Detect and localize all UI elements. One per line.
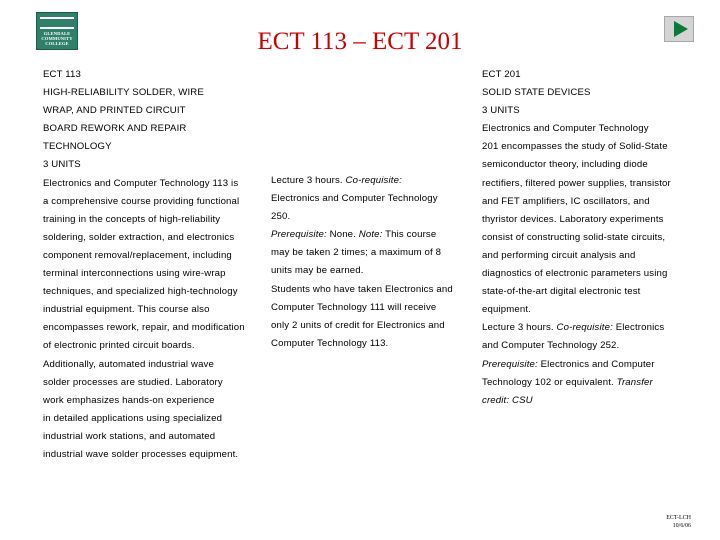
text-line: Computer Technology 113.: [271, 337, 389, 349]
text-line: Electronics and Computer Technology: [482, 123, 649, 135]
text-line: industrial equipment. This course also: [43, 304, 210, 316]
text-line: and performing circuit analysis and: [482, 249, 636, 261]
text-line: [271, 172, 453, 190]
text-line: training in the concepts of high-reliability: [43, 213, 221, 225]
text-line: [482, 319, 671, 337]
text-run: Technology 102 or equivalent.: [482, 376, 617, 388]
text-line: [482, 392, 671, 410]
text-line: [271, 226, 453, 244]
text-line: soldering, solder extraction, and electronics: [43, 231, 235, 243]
text-line: 250.: [271, 211, 291, 223]
text-line: units may be earned.: [271, 265, 364, 277]
ect201-column: [482, 66, 671, 410]
emphasis-run: Co-requisite:: [345, 175, 402, 186]
text-line: state-of-the-art digital electronic test: [482, 286, 641, 298]
text-line: WRAP, AND PRINTED CIRCUIT: [43, 105, 186, 117]
text-line: only 2 units of credit for Electronics and: [271, 319, 445, 331]
text-run: This course: [382, 229, 437, 241]
text-line: 3 UNITS: [43, 159, 81, 171]
footer-code: ECT-LCH: [666, 515, 691, 521]
text-line: and Computer Technology 252.: [482, 340, 620, 352]
slide-footer: [666, 514, 691, 530]
text-line: ECT 201: [482, 69, 521, 80]
text-line: solder processes are studied. Laboratory: [43, 376, 223, 388]
text-run: Lecture 3 hours.: [271, 175, 346, 186]
text-line: semiconductor theory, including diode: [482, 159, 648, 171]
text-line: Electronics and Computer Technology 113 is: [43, 177, 239, 189]
requisites-column: [271, 172, 453, 353]
text-line: of electronic printed circuit boards.: [43, 340, 195, 352]
text-line: Electronics and Computer Technology: [271, 193, 438, 205]
text-line: Additionally, automated industrial wave: [43, 358, 214, 370]
text-run: Electronics and Computer: [537, 358, 655, 370]
text-line: industrial work stations, and automated: [43, 430, 216, 442]
text-line: terminal interconnections using wire-wrap: [43, 268, 226, 280]
text-run: None.: [326, 229, 359, 241]
ect113-column: [43, 66, 245, 464]
logo-line: COLLEGE: [45, 41, 69, 46]
text-line: [482, 356, 671, 374]
text-line: TECHNOLOGY: [43, 141, 112, 153]
text-line: consist of constructing solid-state circuits,: [482, 231, 666, 243]
text-line: thyristor devices. Laboratory experiments: [482, 213, 664, 225]
text-line: industrial wave solder processes equipment.: [43, 448, 239, 460]
ect201-description: [482, 66, 671, 319]
text-line: work emphasizes hands-on experience: [43, 394, 215, 406]
text-run: Lecture 3 hours.: [482, 322, 557, 334]
text-line: and FET amplifiers, IC oscillators, and: [482, 195, 650, 207]
text-line: in detailed applications using specialized: [43, 412, 223, 424]
text-line: techniques, and specialized high-technology: [43, 286, 238, 298]
emphasis-run: Note:: [358, 229, 383, 241]
emphasis-run: credit: CSU: [482, 394, 533, 406]
text-line: ECT 113: [43, 69, 82, 80]
text-run: Electronics: [612, 322, 665, 334]
text-line: 3 UNITS: [482, 105, 520, 117]
play-next-icon[interactable]: [664, 16, 694, 42]
text-line: rectifiers, filtered power supplies, transistor: [482, 177, 671, 189]
logo-line: GLENDALE: [43, 31, 71, 36]
emphasis-run: Prerequisite:: [482, 358, 538, 370]
text-line: [482, 374, 671, 392]
text-line: HIGH-RELIABILITY SOLDER, WIRE: [43, 87, 204, 99]
text-line: component removal/replacement, including: [43, 249, 232, 261]
text-line: Students who have taken Electronics and: [271, 283, 453, 295]
text-line: encompasses rework, repair, and modification: [43, 322, 245, 334]
text-line: SOLID STATE DEVICES: [482, 87, 591, 99]
text-line: 201 encompasses the study of Solid-State: [482, 141, 668, 153]
text-line: equipment.: [482, 304, 531, 316]
emphasis-run: Prerequisite:: [271, 229, 327, 241]
text-line: Computer Technology 111 will receive: [271, 301, 437, 313]
text-line: a comprehensive course providing functional: [43, 195, 240, 207]
text-line: diagnostics of electronic parameters using: [482, 268, 668, 280]
text-line: BOARD REWORK AND REPAIR: [43, 123, 187, 135]
logo-line: COMMUNITY: [41, 36, 73, 41]
slide-title: ECT 113 – ECT 201: [257, 28, 463, 55]
emphasis-run: Co-requisite:: [556, 322, 613, 334]
emphasis-run: Transfer: [616, 376, 653, 388]
text-line: may be taken 2 times; a maximum of 8: [271, 247, 442, 259]
footer-date: 10/6/06: [672, 523, 691, 529]
